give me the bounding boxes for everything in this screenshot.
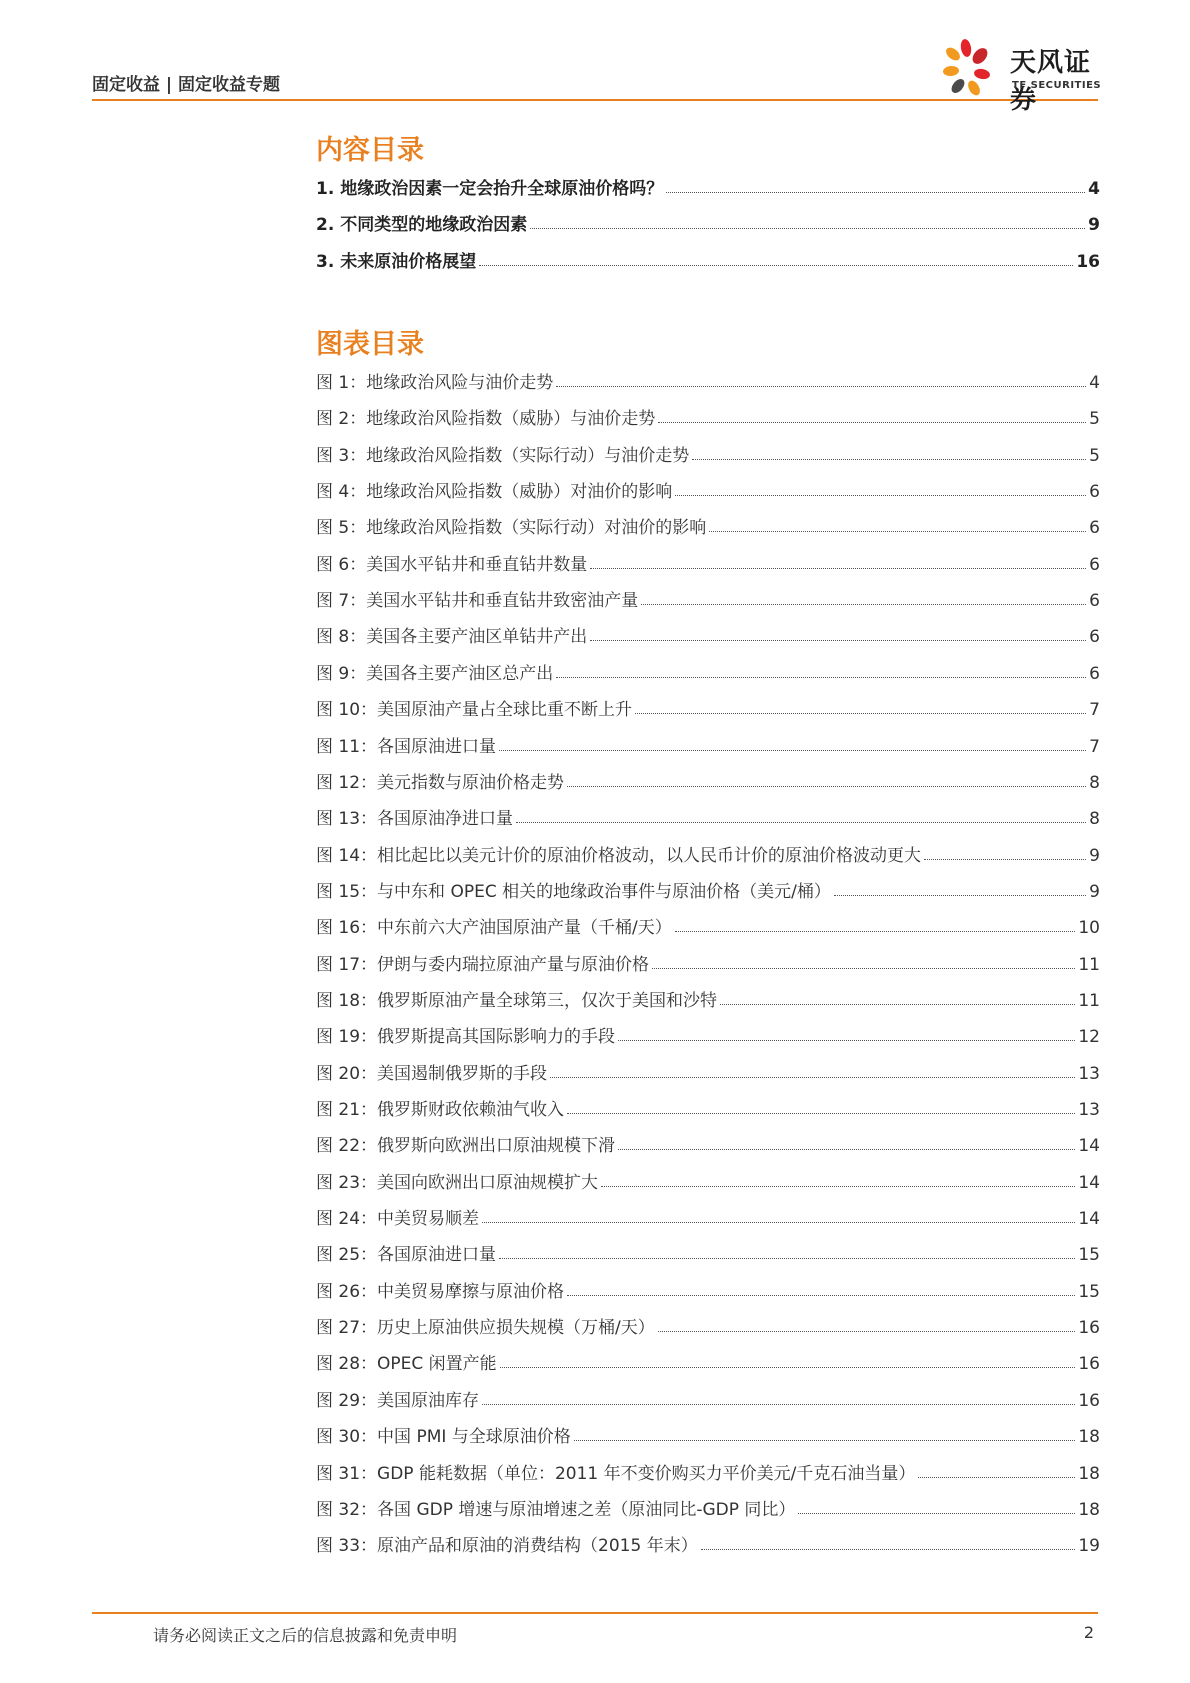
toc-entry-label: 1. 地缘政治因素一定会抬升全球原油价格吗？ xyxy=(316,179,664,199)
figure-entry[interactable] xyxy=(316,1494,1100,1520)
figure-entry[interactable] xyxy=(316,731,1100,757)
toc-dot-leader xyxy=(567,786,1086,787)
figure-entry[interactable] xyxy=(316,694,1100,720)
figure-entry[interactable] xyxy=(316,1058,1100,1084)
toc-entry-label: 图 29：美国原油库存 xyxy=(316,1390,480,1411)
toc-dot-leader xyxy=(499,750,1086,751)
toc-dot-leader xyxy=(701,1549,1076,1550)
toc-entry-label: 图 28：OPEC 闲置产能 xyxy=(316,1354,497,1375)
toc-entry-page: 6 xyxy=(1089,591,1100,612)
toc-entry-page: 12 xyxy=(1078,1027,1100,1048)
figure-entry[interactable] xyxy=(316,367,1100,393)
figure-entry[interactable] xyxy=(316,403,1100,429)
toc-entry-page: 8 xyxy=(1089,772,1100,793)
header-category: 固定收益 | 固定收益专题 xyxy=(92,75,281,95)
toc-dot-leader xyxy=(641,604,1086,605)
toc-entry-label: 图 15：与中东和 OPEC 相关的地缘政治事件与原油价格（美元/桶） xyxy=(316,881,831,902)
footer-disclaimer: 请务必阅读正文之后的信息披露和免责申明 xyxy=(153,1626,458,1645)
toc-entry-page: 16 xyxy=(1076,251,1100,272)
toc-entry-page: 8 xyxy=(1089,809,1100,830)
toc-dot-leader xyxy=(798,1513,1075,1514)
toc-entry-page: 15 xyxy=(1078,1281,1100,1302)
toc-entry-label: 图 10：美国原油产量占全球比重不断上升 xyxy=(316,700,633,721)
toc-dot-leader xyxy=(834,895,1086,896)
toc-entry-page: 11 xyxy=(1078,990,1100,1011)
toc-dot-leader xyxy=(567,1113,1075,1114)
toc-entry-label: 图 13：各国原油净进口量 xyxy=(316,809,514,830)
toc-entry-label: 图 5：地缘政治风险指数（实际行动）对油价的影响 xyxy=(316,518,707,539)
toc-entry-page: 9 xyxy=(1089,845,1100,866)
toc-entry-label: 图 32：各国 GDP 增速与原油增速之差（原油同比-GDP 同比） xyxy=(316,1499,796,1520)
toc-entry-page: 16 xyxy=(1078,1354,1100,1375)
toc-entry-label: 图 1：地缘政治风险与油价走势 xyxy=(316,373,554,393)
toc-entry-page: 9 xyxy=(1088,215,1100,236)
toc-entry-page: 5 xyxy=(1089,409,1100,430)
toc-dot-leader xyxy=(675,931,1076,932)
toc-entry-page: 18 xyxy=(1078,1499,1100,1520)
toc-entry-page: 16 xyxy=(1078,1390,1100,1411)
figure-entry[interactable] xyxy=(316,658,1100,684)
toc-entry-label: 图 17：伊朗与委内瑞拉原油产量与原油价格 xyxy=(316,954,650,975)
toc-dot-leader xyxy=(675,495,1086,496)
toc-entry-label: 2. 不同类型的地缘政治因素 xyxy=(316,215,528,236)
toc-entry-page: 4 xyxy=(1088,179,1100,199)
toc-entry-label: 图 31：GDP 能耗数据（单位：2011 年不变价购买力平价美元/千克石油当量） xyxy=(316,1463,916,1484)
toc-dot-leader xyxy=(479,265,1073,266)
toc-dot-leader xyxy=(556,677,1086,678)
toc-entry-label: 图 25：各国原油进口量 xyxy=(316,1245,497,1266)
toc-entry-label: 图 30：中国 PMI 与全球原油价格 xyxy=(316,1427,571,1448)
figure-entry[interactable] xyxy=(316,803,1100,829)
toc-entry-page: 19 xyxy=(1078,1536,1100,1557)
toc-entry-page: 14 xyxy=(1078,1172,1100,1193)
flower-logo-icon xyxy=(938,36,1008,102)
toc-dot-leader xyxy=(709,531,1086,532)
figure-entry[interactable] xyxy=(316,985,1100,1011)
toc-dot-leader xyxy=(556,386,1086,387)
toc-dot-leader xyxy=(550,1077,1075,1078)
toc-dot-leader xyxy=(590,568,1086,569)
figure-entry[interactable] xyxy=(316,840,1100,866)
toc-entry-label: 图 12：美元指数与原油价格走势 xyxy=(316,772,565,793)
toc-entry-label: 图 19：俄罗斯提高其国际影响力的手段 xyxy=(316,1027,616,1048)
toc-dot-leader xyxy=(618,1149,1075,1150)
figure-entry[interactable] xyxy=(316,1276,1100,1302)
figure-entry[interactable] xyxy=(316,476,1100,502)
toc-dot-leader xyxy=(482,1222,1075,1223)
contents-entry[interactable] xyxy=(316,246,1100,272)
toc-entry-page: 4 xyxy=(1089,373,1100,393)
toc-dot-leader xyxy=(530,228,1085,229)
figure-entry[interactable] xyxy=(316,621,1100,647)
toc-entry-label: 图 33：原油产品和原油的消费结构（2015 年末） xyxy=(316,1536,698,1557)
toc-entry-label: 图 23：美国向欧洲出口原油规模扩大 xyxy=(316,1172,599,1193)
figure-entry[interactable] xyxy=(316,549,1100,575)
toc-entry-label: 图 26：中美贸易摩擦与原油价格 xyxy=(316,1281,565,1302)
toc-entry-label: 图 24：中美贸易顺差 xyxy=(316,1209,480,1230)
toc-dot-leader xyxy=(918,1477,1075,1478)
figure-entry[interactable] xyxy=(316,512,1100,538)
toc-entry-page: 14 xyxy=(1078,1209,1100,1230)
toc-dot-leader xyxy=(658,422,1086,423)
toc-dot-leader xyxy=(658,1331,1076,1332)
toc-dot-leader xyxy=(567,1295,1075,1296)
toc-entry-label: 图 11：各国原油进口量 xyxy=(316,736,497,757)
figure-entry[interactable] xyxy=(316,1167,1100,1193)
figure-entry[interactable] xyxy=(316,1094,1100,1120)
toc-entry-page: 6 xyxy=(1089,627,1100,648)
toc-entry-label: 图 4：地缘政治风险指数（威胁）对油价的影响 xyxy=(316,482,673,503)
figure-entry[interactable] xyxy=(316,912,1100,938)
toc-dot-leader xyxy=(666,192,1085,193)
company-logo xyxy=(938,36,1108,115)
toc-entry-label: 3. 未来原油价格展望 xyxy=(316,251,477,272)
toc-dot-leader xyxy=(618,1040,1075,1041)
toc-dot-leader xyxy=(924,859,1086,860)
toc-dot-leader xyxy=(692,459,1086,460)
toc-entry-label: 图 9：美国各主要产油区总产出 xyxy=(316,663,554,684)
contents-entry[interactable] xyxy=(316,173,1100,199)
toc-entry-label: 图 18：俄罗斯原油产量全球第三，仅次于美国和沙特 xyxy=(316,990,718,1011)
toc-entry-page: 11 xyxy=(1078,954,1100,975)
toc-dot-leader xyxy=(652,968,1075,969)
contents-title: 内容目录 xyxy=(316,135,424,166)
figure-entry[interactable] xyxy=(316,1203,1100,1229)
figure-entry[interactable] xyxy=(316,1458,1100,1484)
toc-dot-leader xyxy=(720,1004,1075,1005)
toc-entry-page: 18 xyxy=(1078,1463,1100,1484)
toc-entry-label: 图 21：俄罗斯财政依赖油气收入 xyxy=(316,1100,565,1120)
toc-entry-page: 6 xyxy=(1089,518,1100,539)
toc-dot-leader xyxy=(601,1186,1075,1187)
toc-entry-label: 图 3：地缘政治风险指数（实际行动）与油价走势 xyxy=(316,445,690,466)
toc-dot-leader xyxy=(590,640,1086,641)
toc-entry-page: 10 xyxy=(1078,918,1100,939)
figure-entry[interactable] xyxy=(316,1239,1100,1265)
toc-entry-page: 7 xyxy=(1089,700,1100,721)
toc-entry-label: 图 27：历史上原油供应损失规模（万桶/天） xyxy=(316,1318,655,1339)
figure-entry[interactable] xyxy=(316,1421,1100,1447)
figure-entry[interactable] xyxy=(316,1530,1100,1556)
toc-entry-page: 6 xyxy=(1089,554,1100,575)
toc-entry-page: 15 xyxy=(1078,1245,1100,1266)
figures-title: 图表目录 xyxy=(316,329,424,360)
toc-entry-label: 图 20：美国遏制俄罗斯的手段 xyxy=(316,1063,548,1084)
figure-entry[interactable] xyxy=(316,876,1100,902)
figure-entry[interactable] xyxy=(316,440,1100,466)
figure-entry[interactable] xyxy=(316,1312,1100,1338)
figure-entry[interactable] xyxy=(316,1348,1100,1374)
toc-dot-leader xyxy=(500,1367,1076,1368)
figure-entry[interactable] xyxy=(316,949,1100,975)
figure-entry[interactable] xyxy=(316,1021,1100,1047)
page-number: 2 xyxy=(1083,1623,1094,1642)
toc-entry-page: 7 xyxy=(1089,736,1100,757)
toc-dot-leader xyxy=(574,1440,1076,1441)
toc-entry-label: 图 6：美国水平钻井和垂直钻井数量 xyxy=(316,554,588,575)
toc-entry-page: 9 xyxy=(1089,881,1100,902)
logo-chinese-name: 天风证券 xyxy=(1010,48,1092,115)
toc-entry-label: 图 14：相比起比以美元计价的原油价格波动，以人民币计价的原油价格波动更大 xyxy=(316,845,922,866)
toc-entry-page: 16 xyxy=(1078,1318,1100,1339)
toc-dot-leader xyxy=(635,713,1086,714)
footer-divider xyxy=(92,1612,1098,1614)
toc-dot-leader xyxy=(516,822,1086,823)
toc-dot-leader xyxy=(482,1404,1075,1405)
contents-entry[interactable] xyxy=(316,209,1100,235)
toc-entry-page: 13 xyxy=(1078,1063,1100,1084)
toc-dot-leader xyxy=(499,1258,1075,1259)
toc-entry-page: 6 xyxy=(1089,663,1100,684)
toc-entry-page: 13 xyxy=(1078,1100,1100,1120)
toc-entry-label: 图 2：地缘政治风险指数（威胁）与油价走势 xyxy=(316,409,656,430)
figure-entry[interactable] xyxy=(316,1130,1100,1156)
toc-entry-page: 18 xyxy=(1078,1427,1100,1448)
toc-entry-page: 5 xyxy=(1089,445,1100,466)
figure-entry[interactable] xyxy=(316,767,1100,793)
logo-english-name: TF SECURITIES xyxy=(1012,80,1102,91)
toc-entry-label: 图 7：美国水平钻井和垂直钻井致密油产量 xyxy=(316,591,639,612)
toc-entry-label: 图 8：美国各主要产油区单钻井产出 xyxy=(316,627,588,648)
toc-entry-label: 图 16：中东前六大产油国原油产量（千桶/天） xyxy=(316,918,672,939)
toc-entry-label: 图 22：俄罗斯向欧洲出口原油规模下滑 xyxy=(316,1136,616,1157)
figure-entry[interactable] xyxy=(316,1385,1100,1411)
toc-entry-page: 14 xyxy=(1078,1136,1100,1157)
toc-entry-page: 6 xyxy=(1089,482,1100,503)
figure-entry[interactable] xyxy=(316,585,1100,611)
